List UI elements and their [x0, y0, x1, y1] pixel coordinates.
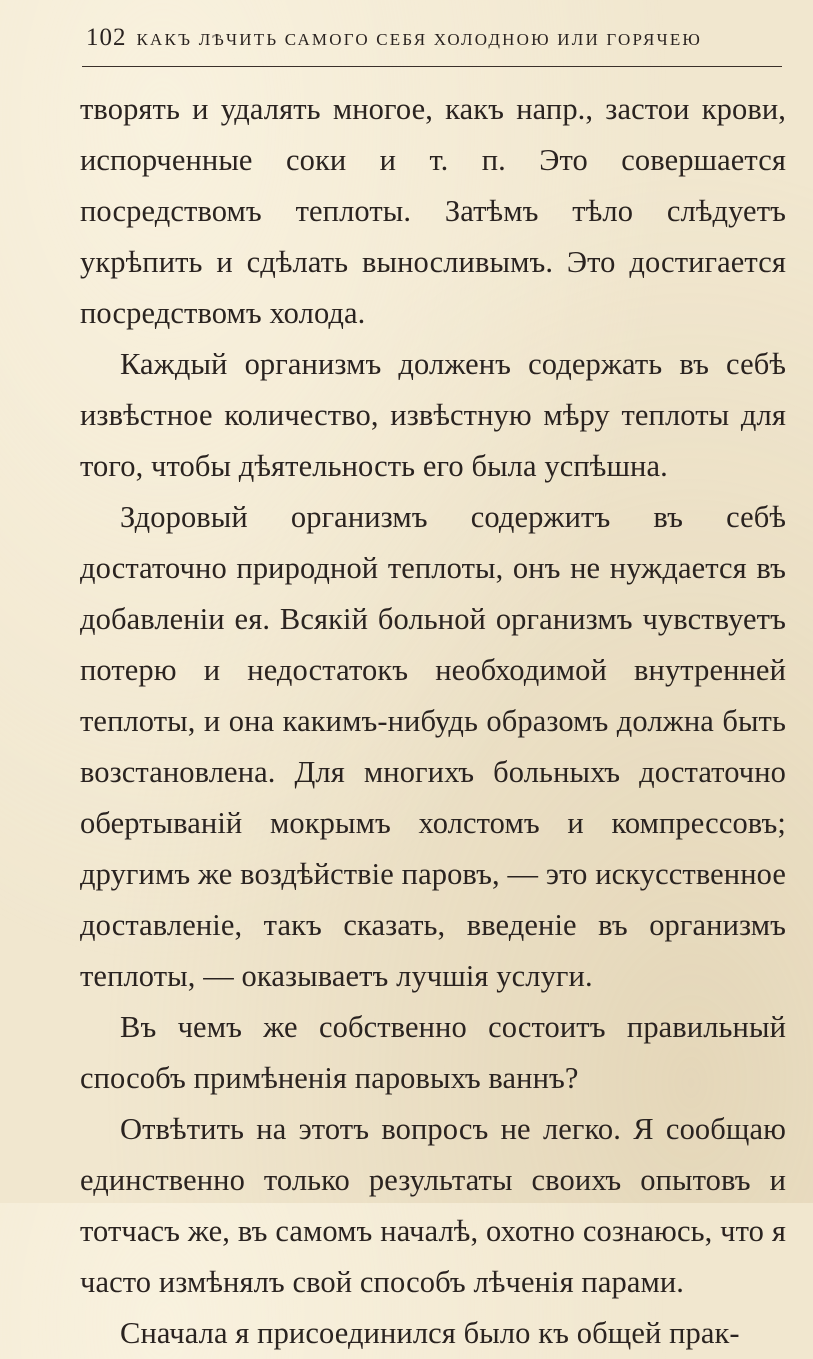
running-head: КАКЪ ЛѢЧИТЬ САМОГО СЕБЯ ХОЛОДНОЮ ИЛИ ГОРЯЧЕЮ: [136, 30, 703, 49]
body-text: [80, 84, 786, 1359]
header-rule: [82, 66, 782, 67]
paragraph-3: Здоровый организмъ содержитъ въ себѣ достаточно природной теплоты, онъ не нуждается въ добавленіи ея. Всякій больной организмъ чувствуетъ потерю и недостатокъ необходимой внутренней теплоты, и она какимъ-нибудь образомъ должна быть возстановлена. Для многихъ больныхъ достаточно обертываній мокрымъ холстомъ и компрессовъ; другимъ же воздѣйствіе паровъ, — это искусственное доставленіе, такъ сказать, введеніе въ организмъ теплоты, — оказываетъ лучшія услуги.: [80, 500, 786, 993]
paragraph-2: Каждый организмъ долженъ содержать въ себѣ извѣстное количество, извѣстную мѣру теплоты для того, чтобы дѣятельность его была успѣшна.: [80, 347, 786, 483]
paragraph-1: творять и удалять многое, какъ напр., застои крови, испорченные соки и т. п. Это совершается посредствомъ теплоты. Затѣмъ тѣло слѣдуетъ укрѣпить и сдѣлать выносливымъ. Это достигается посредствомъ холода.: [80, 92, 786, 330]
page-header: [86, 24, 786, 58]
paragraph-4: Въ чемъ же собственно состоитъ правильный способъ примѣненія паровыхъ ваннъ?: [80, 1010, 786, 1095]
paragraph-5: Отвѣтить на этотъ вопросъ не легко. Я сообщаю единственно только результаты своихъ опытовъ и тотчасъ же, въ самомъ началѣ, охотно сознаюсь, что я часто измѣнялъ свой способъ лѣченія парами.: [80, 1112, 786, 1299]
paragraph-6: Сначала я присоединился было къ общей прак-: [120, 1316, 740, 1350]
page-number: 102: [86, 24, 127, 51]
